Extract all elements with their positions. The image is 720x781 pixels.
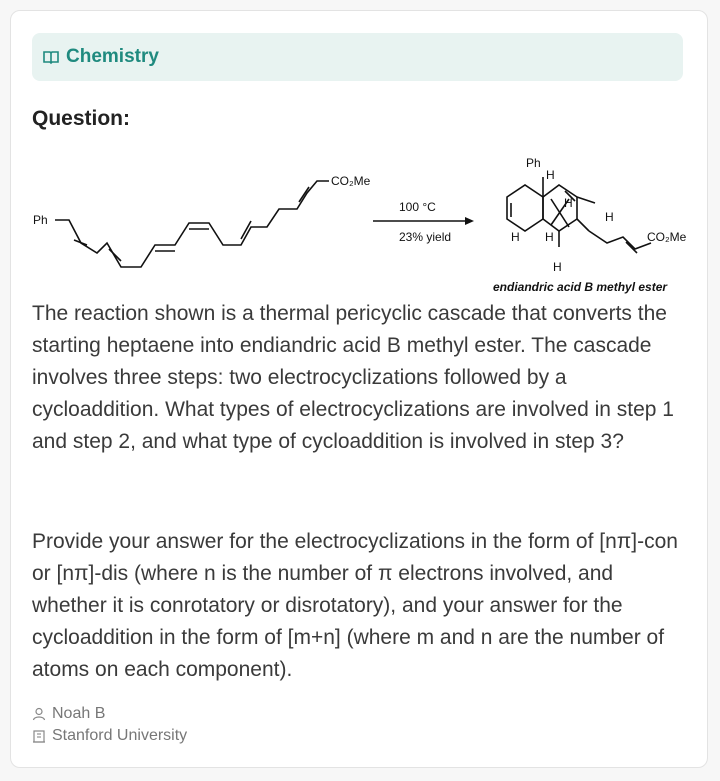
building-icon: [32, 729, 46, 743]
user-icon: [32, 707, 46, 721]
reactant-ester-label: CO₂Me: [331, 174, 371, 188]
conditions-temp: 100 °C: [399, 200, 436, 214]
arrow-head: [465, 217, 474, 225]
reaction-diagram: [29, 147, 691, 297]
product-h2: H: [564, 196, 573, 210]
question-card: [10, 10, 708, 768]
product-ester-label: CO₂Me: [647, 230, 687, 244]
product-structure: [507, 177, 651, 253]
book-icon: [42, 49, 60, 65]
question-paragraph-1: The reaction shown is a thermal pericyclic cascade that converts the starting heptaene into endiandric acid B methyl ester. The cascade involves three steps: two electrocyclizations followed by a cycloaddition. What types of electrocyclizations are involved in step 1 and step 2, and what type of cycloaddition is involved in step 3?: [32, 302, 674, 453]
reactant-heptaene: [55, 181, 329, 267]
product-ph-label: Ph: [526, 156, 541, 170]
question-paragraph-2: Provide your answer for the electrocyclizations in the form of [nπ]-con or [nπ]-dis (where n is the number of π electrons involved, and whether it is conrotatory or disrotatory), and your answer for the cycloaddition in the form of [m+n] (where m and n are the number of atoms on each component).: [32, 530, 678, 681]
product-h1: H: [546, 168, 555, 182]
product-h6: H: [553, 260, 562, 274]
reactant-ph-label: Ph: [33, 213, 48, 227]
product-h4: H: [511, 230, 520, 244]
author-name: Noah B: [52, 705, 106, 722]
author-row: [32, 705, 105, 723]
product-name: endiandric acid B methyl ester: [493, 280, 668, 294]
conditions-yield: 23% yield: [399, 230, 452, 244]
subject-tag: [32, 33, 683, 81]
institution-name: Stanford University: [52, 727, 188, 744]
question-label: Question:: [32, 107, 130, 130]
product-h5: H: [545, 230, 554, 244]
product-h3: H: [605, 210, 614, 224]
subject-label: Chemistry: [66, 46, 159, 67]
institution-row: [32, 727, 187, 745]
